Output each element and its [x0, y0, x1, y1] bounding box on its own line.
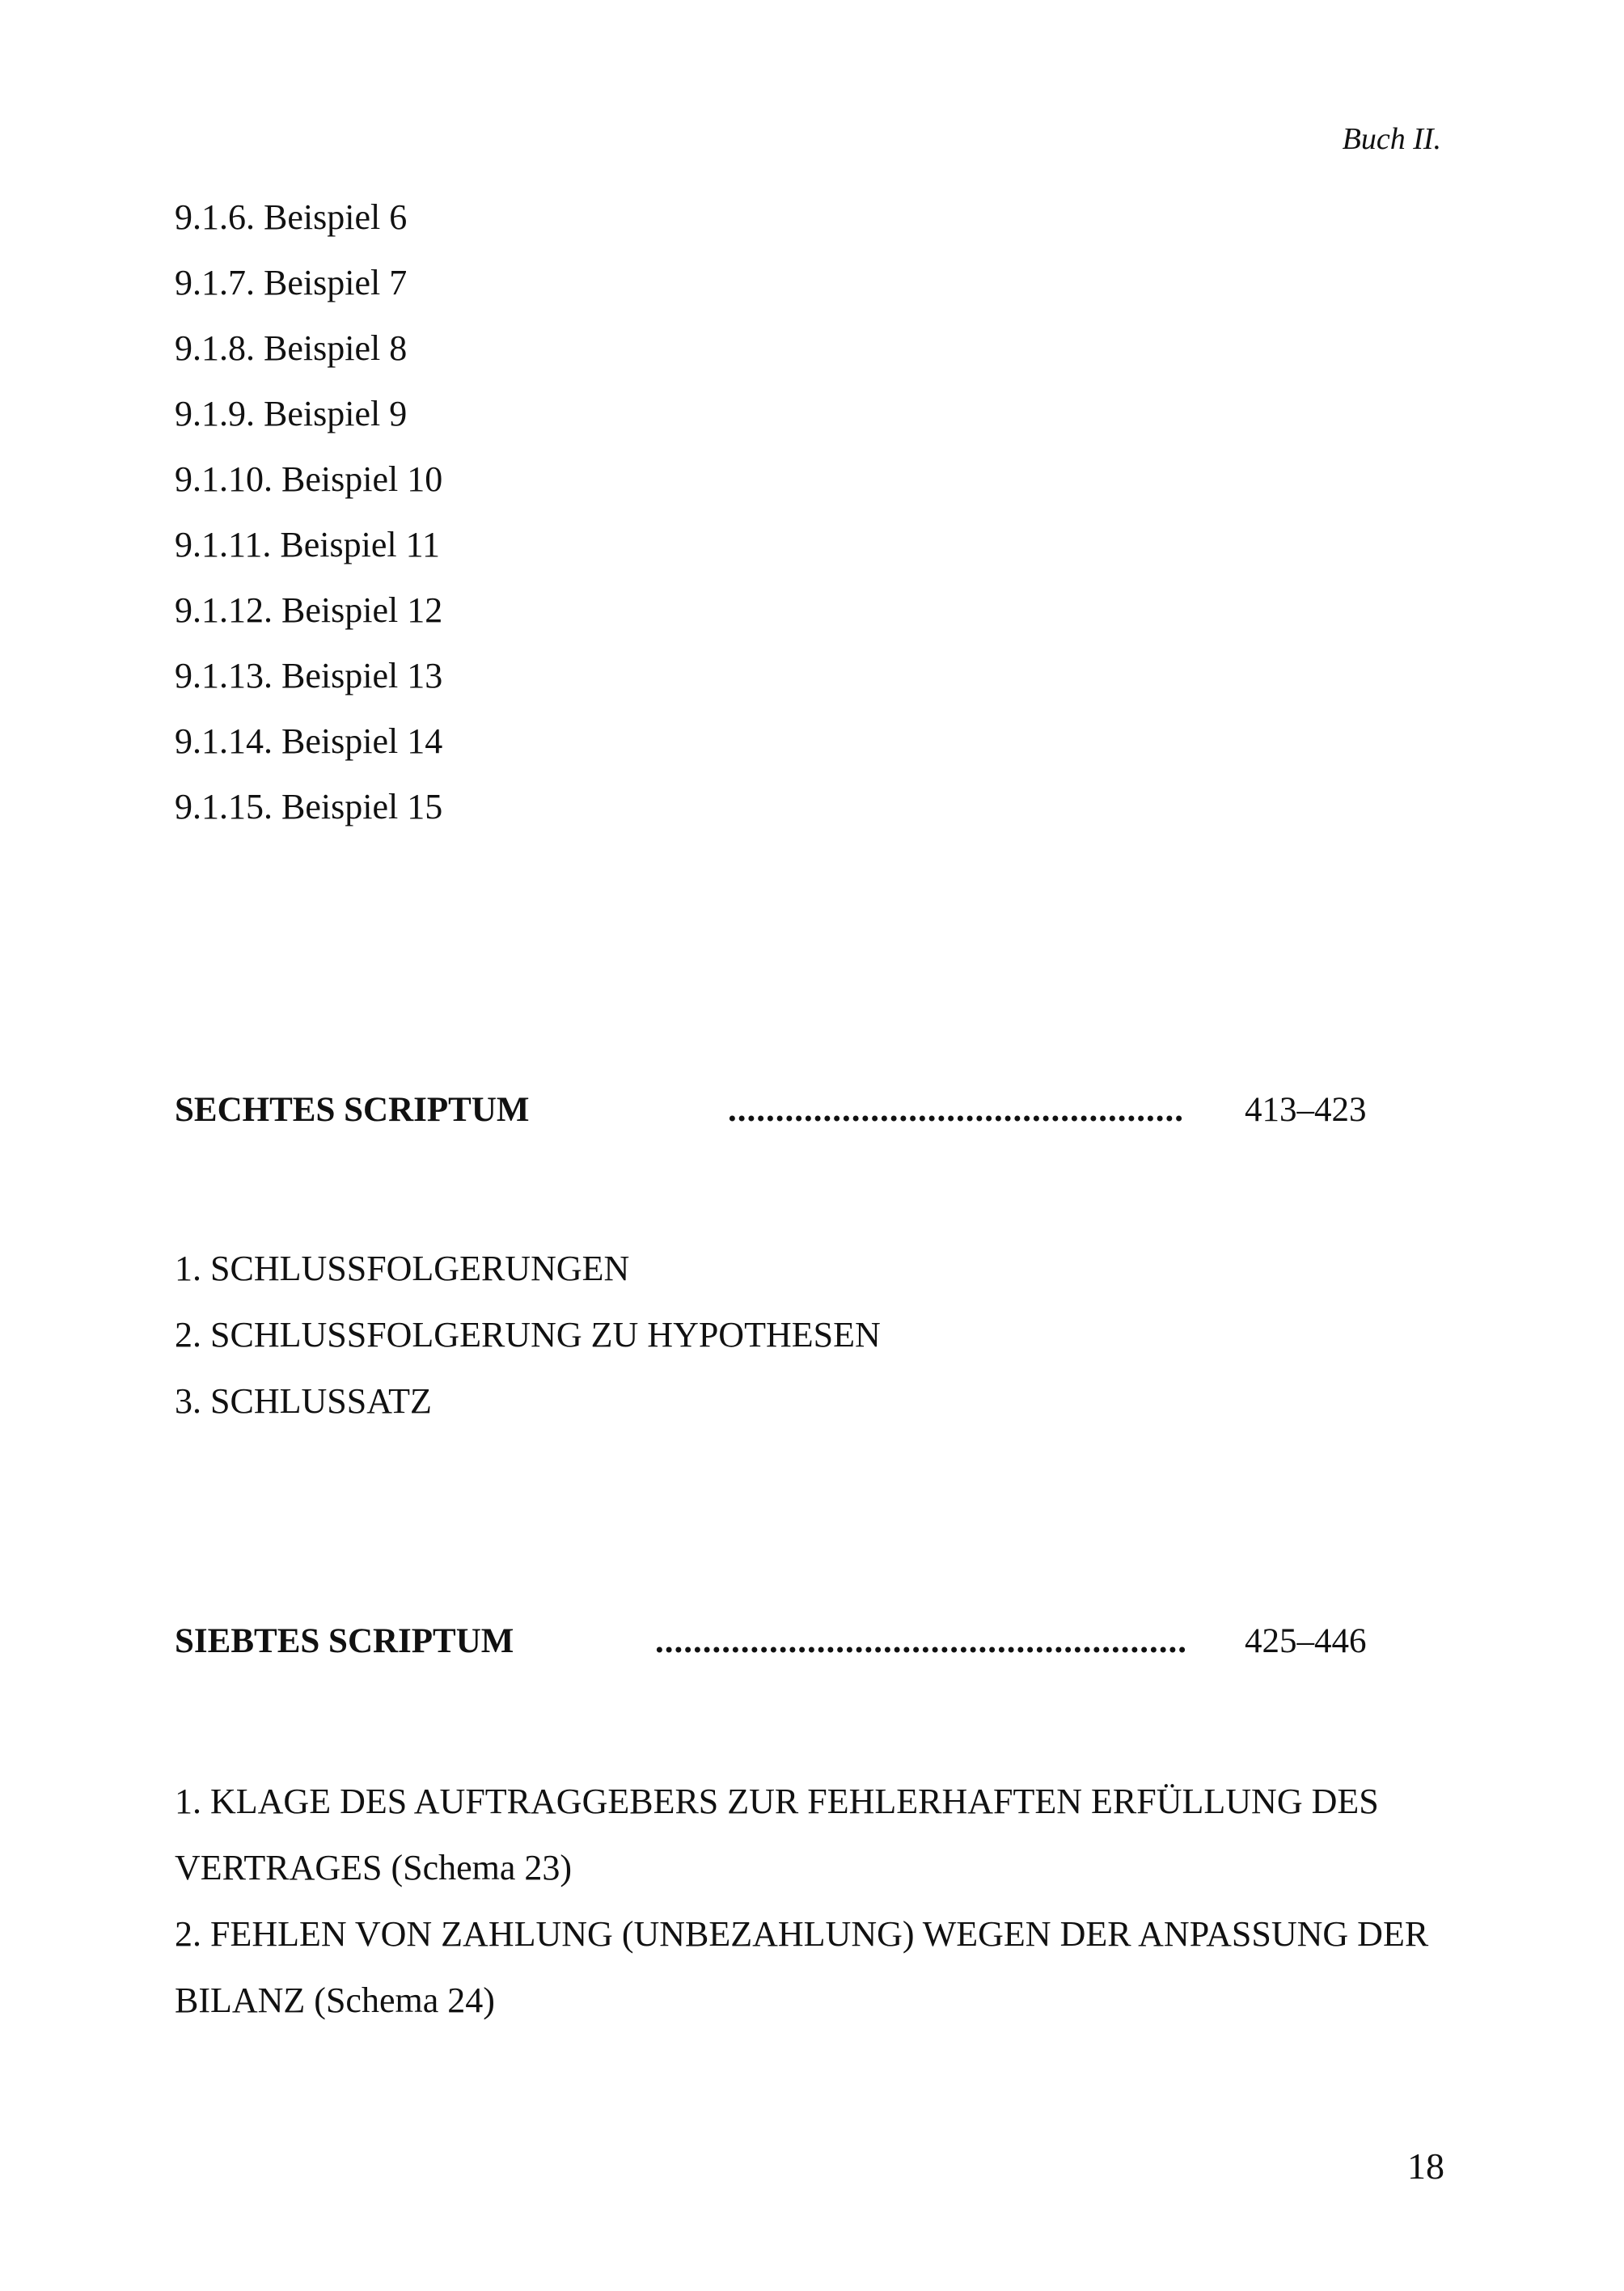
page-number: 18	[1407, 2145, 1444, 2187]
page-range: 425–446	[1245, 1622, 1367, 1660]
page-range: 413–423	[1245, 1091, 1367, 1129]
list-item: 3. SCHLUSSATZ	[175, 1381, 432, 1421]
list-item: 2. SCHLUSSFOLGERUNG ZU HYPOTHESEN	[175, 1315, 881, 1355]
section-heading-sechtes	[175, 1090, 1624, 1139]
running-head: Buch II.	[1342, 122, 1441, 156]
list-item: 1. SCHLUSSFOLGERUNGEN	[175, 1249, 630, 1288]
dot-leader: ........................................................	[655, 1622, 1187, 1660]
toc-item: 9.1.7. Beispiel 7	[175, 263, 408, 302]
toc-item: 9.1.13. Beispiel 13	[175, 656, 443, 695]
section-title: SECHTES SCRIPTUM	[175, 1091, 530, 1129]
toc-item: 9.1.9. Beispiel 9	[175, 394, 408, 433]
toc-item: 9.1.14. Beispiel 14	[175, 721, 443, 761]
dot-leader: ................................................	[728, 1091, 1184, 1129]
list-item: 2. FEHLEN VON ZAHLUNG (UNBEZAHLUNG) WEGEN DER ANPASSUNG DER BILANZ (Schema 24)	[175, 1914, 1429, 2020]
toc-item: 9.1.15. Beispiel 15	[175, 787, 443, 826]
toc-item: 9.1.12. Beispiel 12	[175, 590, 443, 630]
toc-item: 9.1.6. Beispiel 6	[175, 197, 408, 237]
toc-item: 9.1.10. Beispiel 10	[175, 459, 443, 499]
section-items-sechtes	[175, 1236, 881, 1435]
section-title: SIEBTES SCRIPTUM	[175, 1622, 514, 1660]
toc-list	[175, 184, 442, 839]
toc-item: 9.1.8. Beispiel 8	[175, 328, 408, 368]
section-items-siebtes	[175, 1769, 1453, 2034]
list-item: 1. KLAGE DES AUFTRAGGEBERS ZUR FEHLERHAFTEN ERFÜLLUNG DES VERTRAGES (Schema 23)	[175, 1782, 1379, 1887]
section-heading-siebtes	[175, 1621, 1624, 1670]
toc-item: 9.1.11. Beispiel 11	[175, 525, 440, 564]
